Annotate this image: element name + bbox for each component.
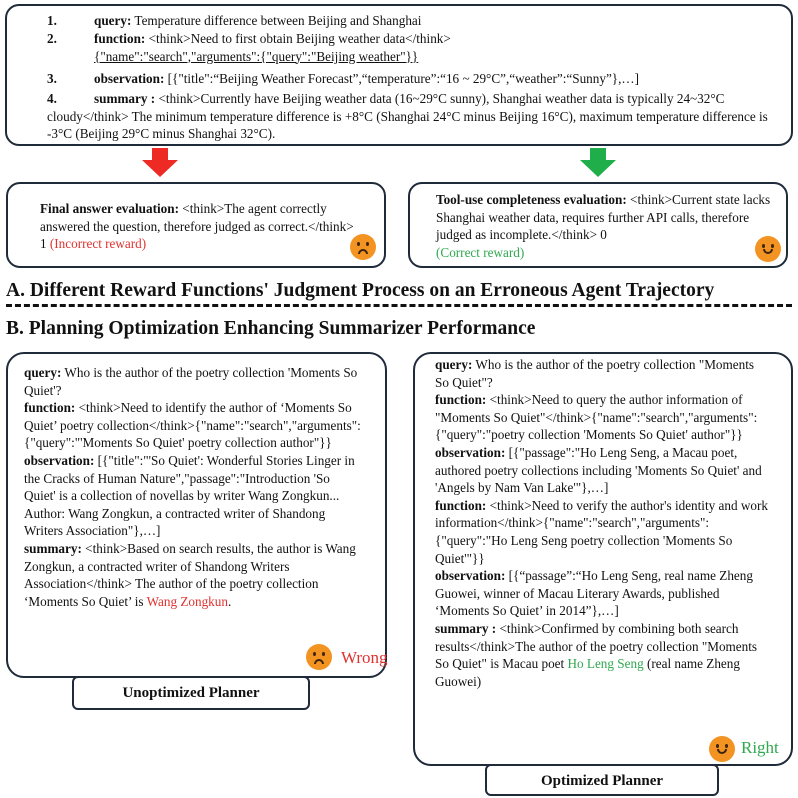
- section-a-heading: A. Different Reward Functions' Judgment Process on an Erroneous Agent Trajectory: [6, 280, 715, 301]
- wrong-answer: Wang Zongkun: [146, 593, 228, 609]
- trajectory-item-3: 3. observation: [{"title":“Beijing Weather Forecast”,“temperature”:“16 ~ 29°C”,“weather”:“Sunny”},…]: [47, 71, 640, 86]
- red-down-arrow-icon: [140, 148, 180, 178]
- unoptimized-trajectory-box: [6, 352, 387, 678]
- happy-face-icon: [709, 736, 735, 762]
- section-divider: [6, 304, 792, 307]
- tool-use-evaluation-box: Tool-use completeness evaluation: <think>Current state lacks Shanghai weather data, requires further API calls, therefore judged as incomplete.</think> 0 (Correct reward): [408, 182, 788, 268]
- unoptimized-planner-label: Unoptimized Planner: [72, 676, 310, 710]
- green-down-arrow-icon: [578, 148, 618, 178]
- trajectory-item-2: 2. function: <think>Need to first obtain Beijing weather data</think> {"name":"search","arguments":{"query":"Beijing weather"}}: [47, 30, 781, 65]
- right-function-2: function: <think>Need to verify the author's identity and work information</think>{"name":"search","arguments":{"query":"Ho Leng Seng poetry collection 'Moments So Quiet'"}}: [435, 497, 768, 566]
- trajectory-box: [5, 4, 793, 146]
- right-summary: summary : <think>Confirmed by combining both search results</think>The author of the poetry collection "Moments So Quiet" is Macau poet Ho Leng Seng (real name Zheng Guowei): [435, 620, 758, 689]
- section-b-heading: B. Planning Optimization Enhancing Summarizer Performance: [6, 318, 536, 339]
- optimized-trajectory-box: [413, 352, 793, 766]
- wrong-verdict: Wrong: [341, 648, 388, 667]
- right-query: query: Who is the author of the poetry collection "Moments So Quiet"?: [435, 357, 755, 390]
- left-summary: summary: <think>Based on search results, the author is Wang Zongkun, a contracted writer of Shandong Writers Association</think> The author of the poetry collection ‘Moments So Quiet’ is Wang Zongkun.: [24, 540, 356, 609]
- sad-face-icon: [306, 644, 332, 670]
- left-function: function: <think>Need to identify the author of ‘Moments So Quiet’ poetry collection</think>{"name":"search","arguments":{"query":"'Moments So Quiet' poetry collection author"}}: [24, 400, 361, 451]
- trajectory-item-1: 1. query: Temperature difference between Beijing and Shanghai: [47, 13, 422, 28]
- optimized-planner-label: Optimized Planner: [485, 764, 719, 796]
- incorrect-reward-tag: (Incorrect reward): [49, 236, 147, 252]
- final-answer-evaluation-box: Final answer evaluation: <think>The agent correctly answered the question, therefore judged as correct.</think> 1 (Incorrect reward): [6, 182, 386, 268]
- sad-face-icon: [350, 234, 376, 260]
- right-function-1: function: <think>Need to query the author information of "Moments So Quiet"</think>{"name":"search","arguments":{"query":"poetry collection 'Moments So Quiet' author"}}: [435, 392, 758, 443]
- right-verdict: Right: [741, 738, 779, 757]
- correct-reward-tag: (Correct reward): [436, 244, 525, 260]
- tool-use-evaluation-label: Tool-use completeness evaluation:: [436, 192, 627, 207]
- final-answer-evaluation-label: Final answer evaluation:: [40, 201, 179, 216]
- right-answer: Ho Leng Seng: [567, 656, 644, 672]
- right-observation-1: observation: [{"passage":"Ho Leng Seng, a Macau poet, authored poetry collections including 'Moments So Quiet' and 'Angels by Nam Van Lake'"},…]: [435, 444, 762, 496]
- trajectory-item-4: 4. summary : <think>Currently have Beijing weather data (16~29°C sunny), Shanghai weather data is typically 24~32°C cloudy</think> The minimum temperature difference is +8°C (Shanghai 24°C minus Beijing 16°C), maximum temperature difference is -3°C (Beijing 29°C minus Shanghai 32°C).: [47, 91, 768, 142]
- right-observation-2: observation: [{“passage”:“Ho Leng Seng, real name Zheng Guowei, winner of Macau Literary Awards, published ‘Moments So Quiet’ in 2014”},…]: [435, 568, 753, 619]
- left-query: query: Who is the author of the poetry collection 'Moments So Quiet'?: [24, 365, 358, 398]
- happy-face-icon: [755, 236, 781, 262]
- left-observation: observation: [{"title":"'So Quiet': Wonderful Stories Linger in the Cracks of Human Nature","passage":"Introduction 'So Quiet' is a collection of novellas by writer Wang Zongkun... Author: Wang Zongkun, a contracted writer of Shandong Writers Association"},…]: [24, 452, 355, 539]
- function-call-code: {"name":"search","arguments":{"query":"Beijing weather"}}: [94, 48, 419, 64]
